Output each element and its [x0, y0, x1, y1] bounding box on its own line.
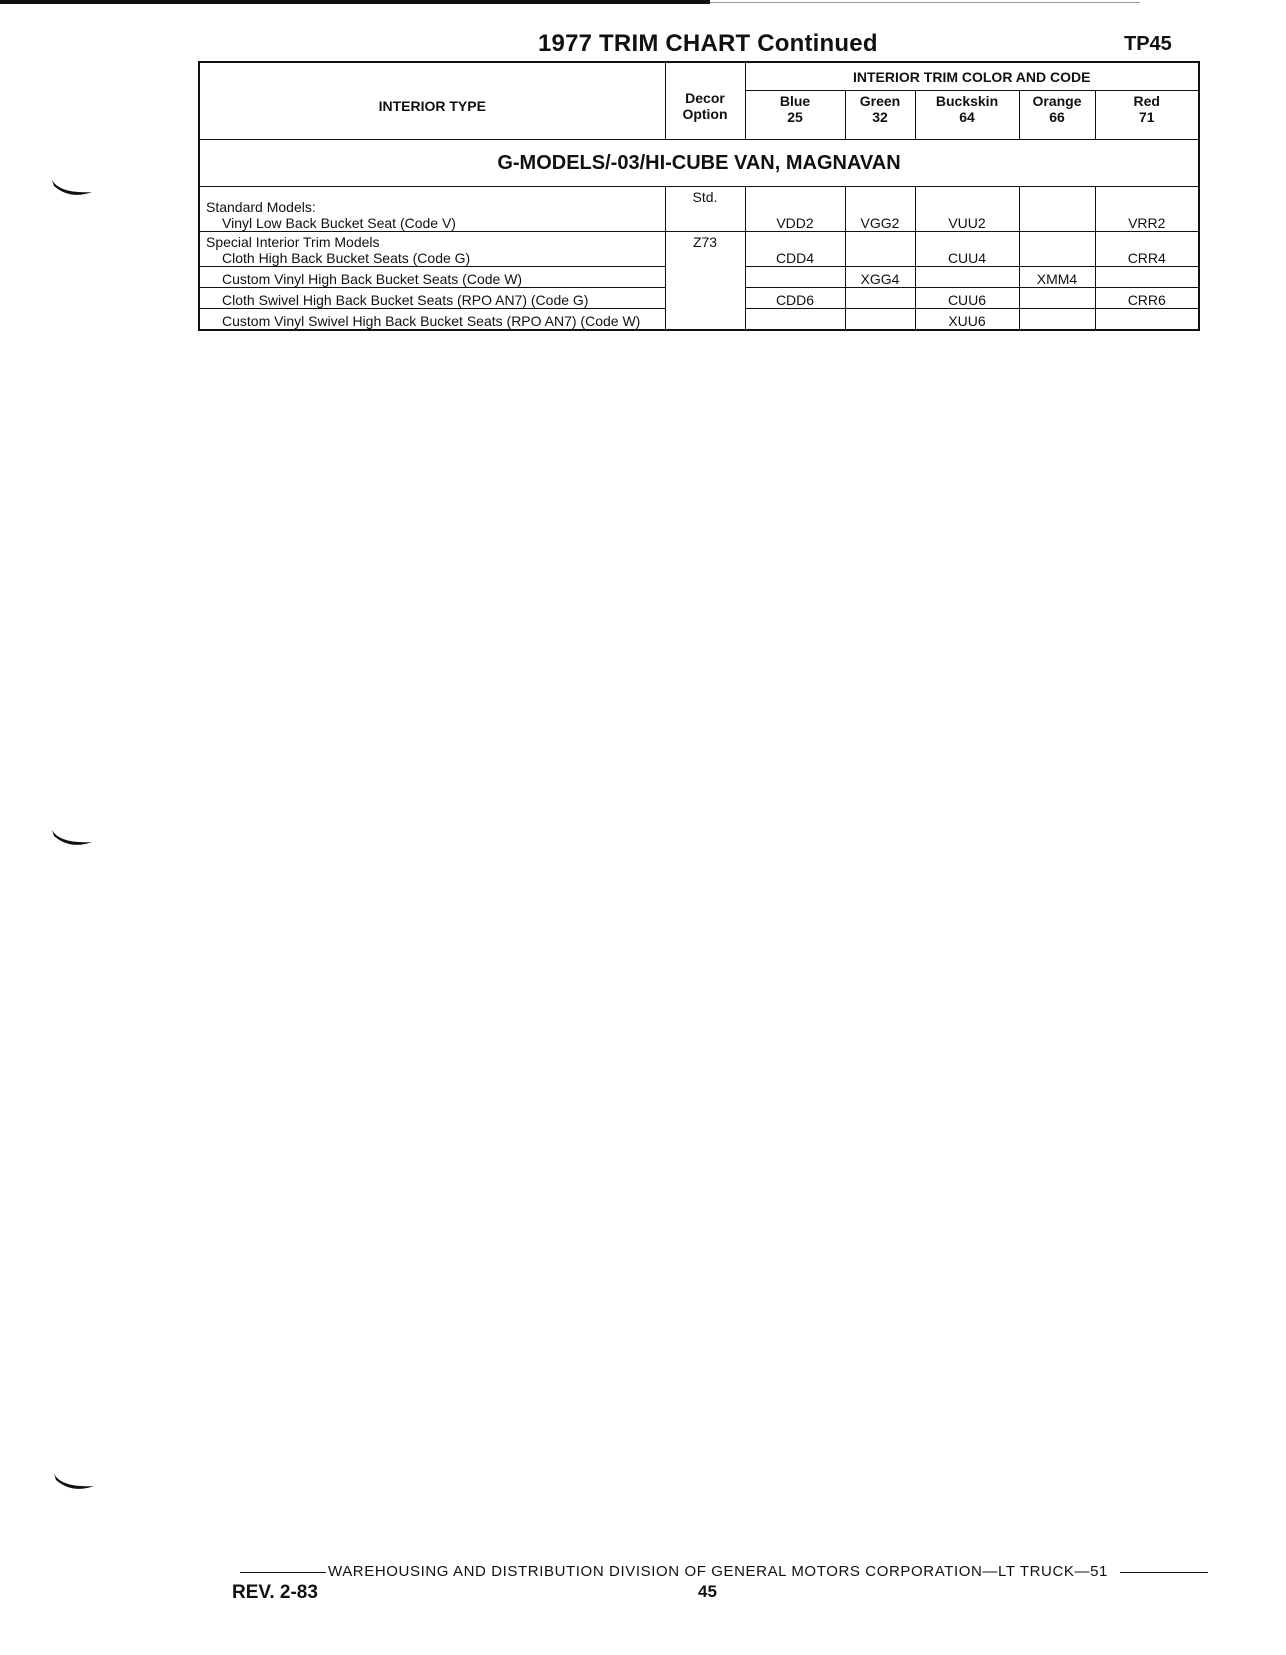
col-decor-option: Decor Option	[665, 62, 745, 140]
color-code: 71	[1138, 109, 1155, 126]
cell-red: CRR4	[1095, 232, 1199, 267]
col-color-green	[845, 91, 915, 140]
cell-green	[845, 288, 915, 309]
color-name: Orange	[1032, 93, 1082, 110]
binder-hole-mark	[52, 1472, 96, 1494]
section-title: G-MODELS/-03/HI-CUBE VAN, MAGNAVAN	[199, 140, 1199, 187]
col-color-blue	[745, 91, 845, 140]
table-row	[199, 187, 1199, 232]
row-desc: Custom Vinyl High Back Bucket Seats (Code W)	[199, 267, 665, 288]
footer-text: WAREHOUSING AND DISTRIBUTION DIVISION OF GENERAL MOTORS CORPORATION—LT TRUCK—51	[328, 1563, 1108, 1580]
page-number: 45	[698, 1582, 717, 1601]
row-group-label: Standard Models:	[206, 199, 316, 215]
footer-rule-left	[240, 1572, 326, 1573]
row-decor: Std.	[665, 187, 745, 232]
color-code: 64	[959, 109, 975, 126]
cell-red	[1095, 309, 1199, 331]
color-code: 32	[872, 109, 888, 126]
revision-label: REV. 2-83	[232, 1582, 318, 1603]
cell-blue: CDD4	[745, 232, 845, 267]
cell-buckskin	[915, 267, 1019, 288]
col-interior-type: INTERIOR TYPE	[199, 62, 665, 140]
cell-red: CRR6	[1095, 288, 1199, 309]
table-header-row	[199, 62, 1199, 91]
row-decor: Z73	[665, 232, 745, 331]
cell-orange: XMM4	[1019, 267, 1095, 288]
cell-green: VGG2	[845, 187, 915, 232]
row-description	[199, 187, 665, 232]
row-group-label: Special Interior Trim Models	[206, 234, 380, 250]
binder-hole-mark	[50, 178, 94, 200]
section-title-row	[199, 140, 1199, 187]
top-rule-thin	[710, 2, 1140, 3]
cell-buckskin: XUU6	[915, 309, 1019, 331]
col-color-red	[1095, 91, 1199, 140]
cell-buckskin: VUU2	[915, 187, 1019, 232]
top-rule	[0, 0, 710, 4]
row-desc: Vinyl Low Back Bucket Seat (Code V)	[222, 215, 456, 231]
cell-orange	[1019, 187, 1095, 232]
cell-buckskin: CUU6	[915, 288, 1019, 309]
cell-blue	[745, 267, 845, 288]
cell-blue: CDD6	[745, 288, 845, 309]
row-description	[199, 232, 665, 267]
cell-buckskin: CUU4	[915, 232, 1019, 267]
binder-hole-mark	[50, 828, 94, 850]
row-desc: Cloth Swivel High Back Bucket Seats (RPO AN7) (Code G)	[199, 288, 665, 309]
cell-orange	[1019, 288, 1095, 309]
color-name: Buckskin	[935, 93, 999, 110]
cell-green	[845, 309, 915, 331]
color-code: 66	[1049, 109, 1065, 126]
color-name: Green	[859, 93, 901, 110]
row-desc: Cloth High Back Bucket Seats (Code G)	[222, 250, 471, 266]
cell-blue: VDD2	[745, 187, 845, 232]
col-color-orange	[1019, 91, 1095, 140]
cell-red	[1095, 267, 1199, 288]
col-trim-group: INTERIOR TRIM COLOR AND CODE	[745, 62, 1199, 91]
page-code: TP45	[1124, 33, 1172, 55]
footer-rule-right	[1120, 1572, 1208, 1573]
cell-green	[845, 232, 915, 267]
cell-blue	[745, 309, 845, 331]
cell-red: VRR2	[1095, 187, 1199, 232]
cell-green: XGG4	[845, 267, 915, 288]
cell-orange	[1019, 309, 1095, 331]
row-desc: Custom Vinyl Swivel High Back Bucket Seats (RPO AN7) (Code W)	[199, 309, 665, 331]
cell-orange	[1019, 232, 1095, 267]
page-title: 1977 TRIM CHART Continued	[538, 30, 878, 57]
color-name: Red	[1133, 93, 1160, 110]
col-color-buckskin	[915, 91, 1019, 140]
trim-chart-table	[198, 61, 1200, 331]
color-name: Blue	[779, 93, 811, 110]
table-row	[199, 232, 1199, 267]
color-code: 25	[787, 109, 803, 126]
